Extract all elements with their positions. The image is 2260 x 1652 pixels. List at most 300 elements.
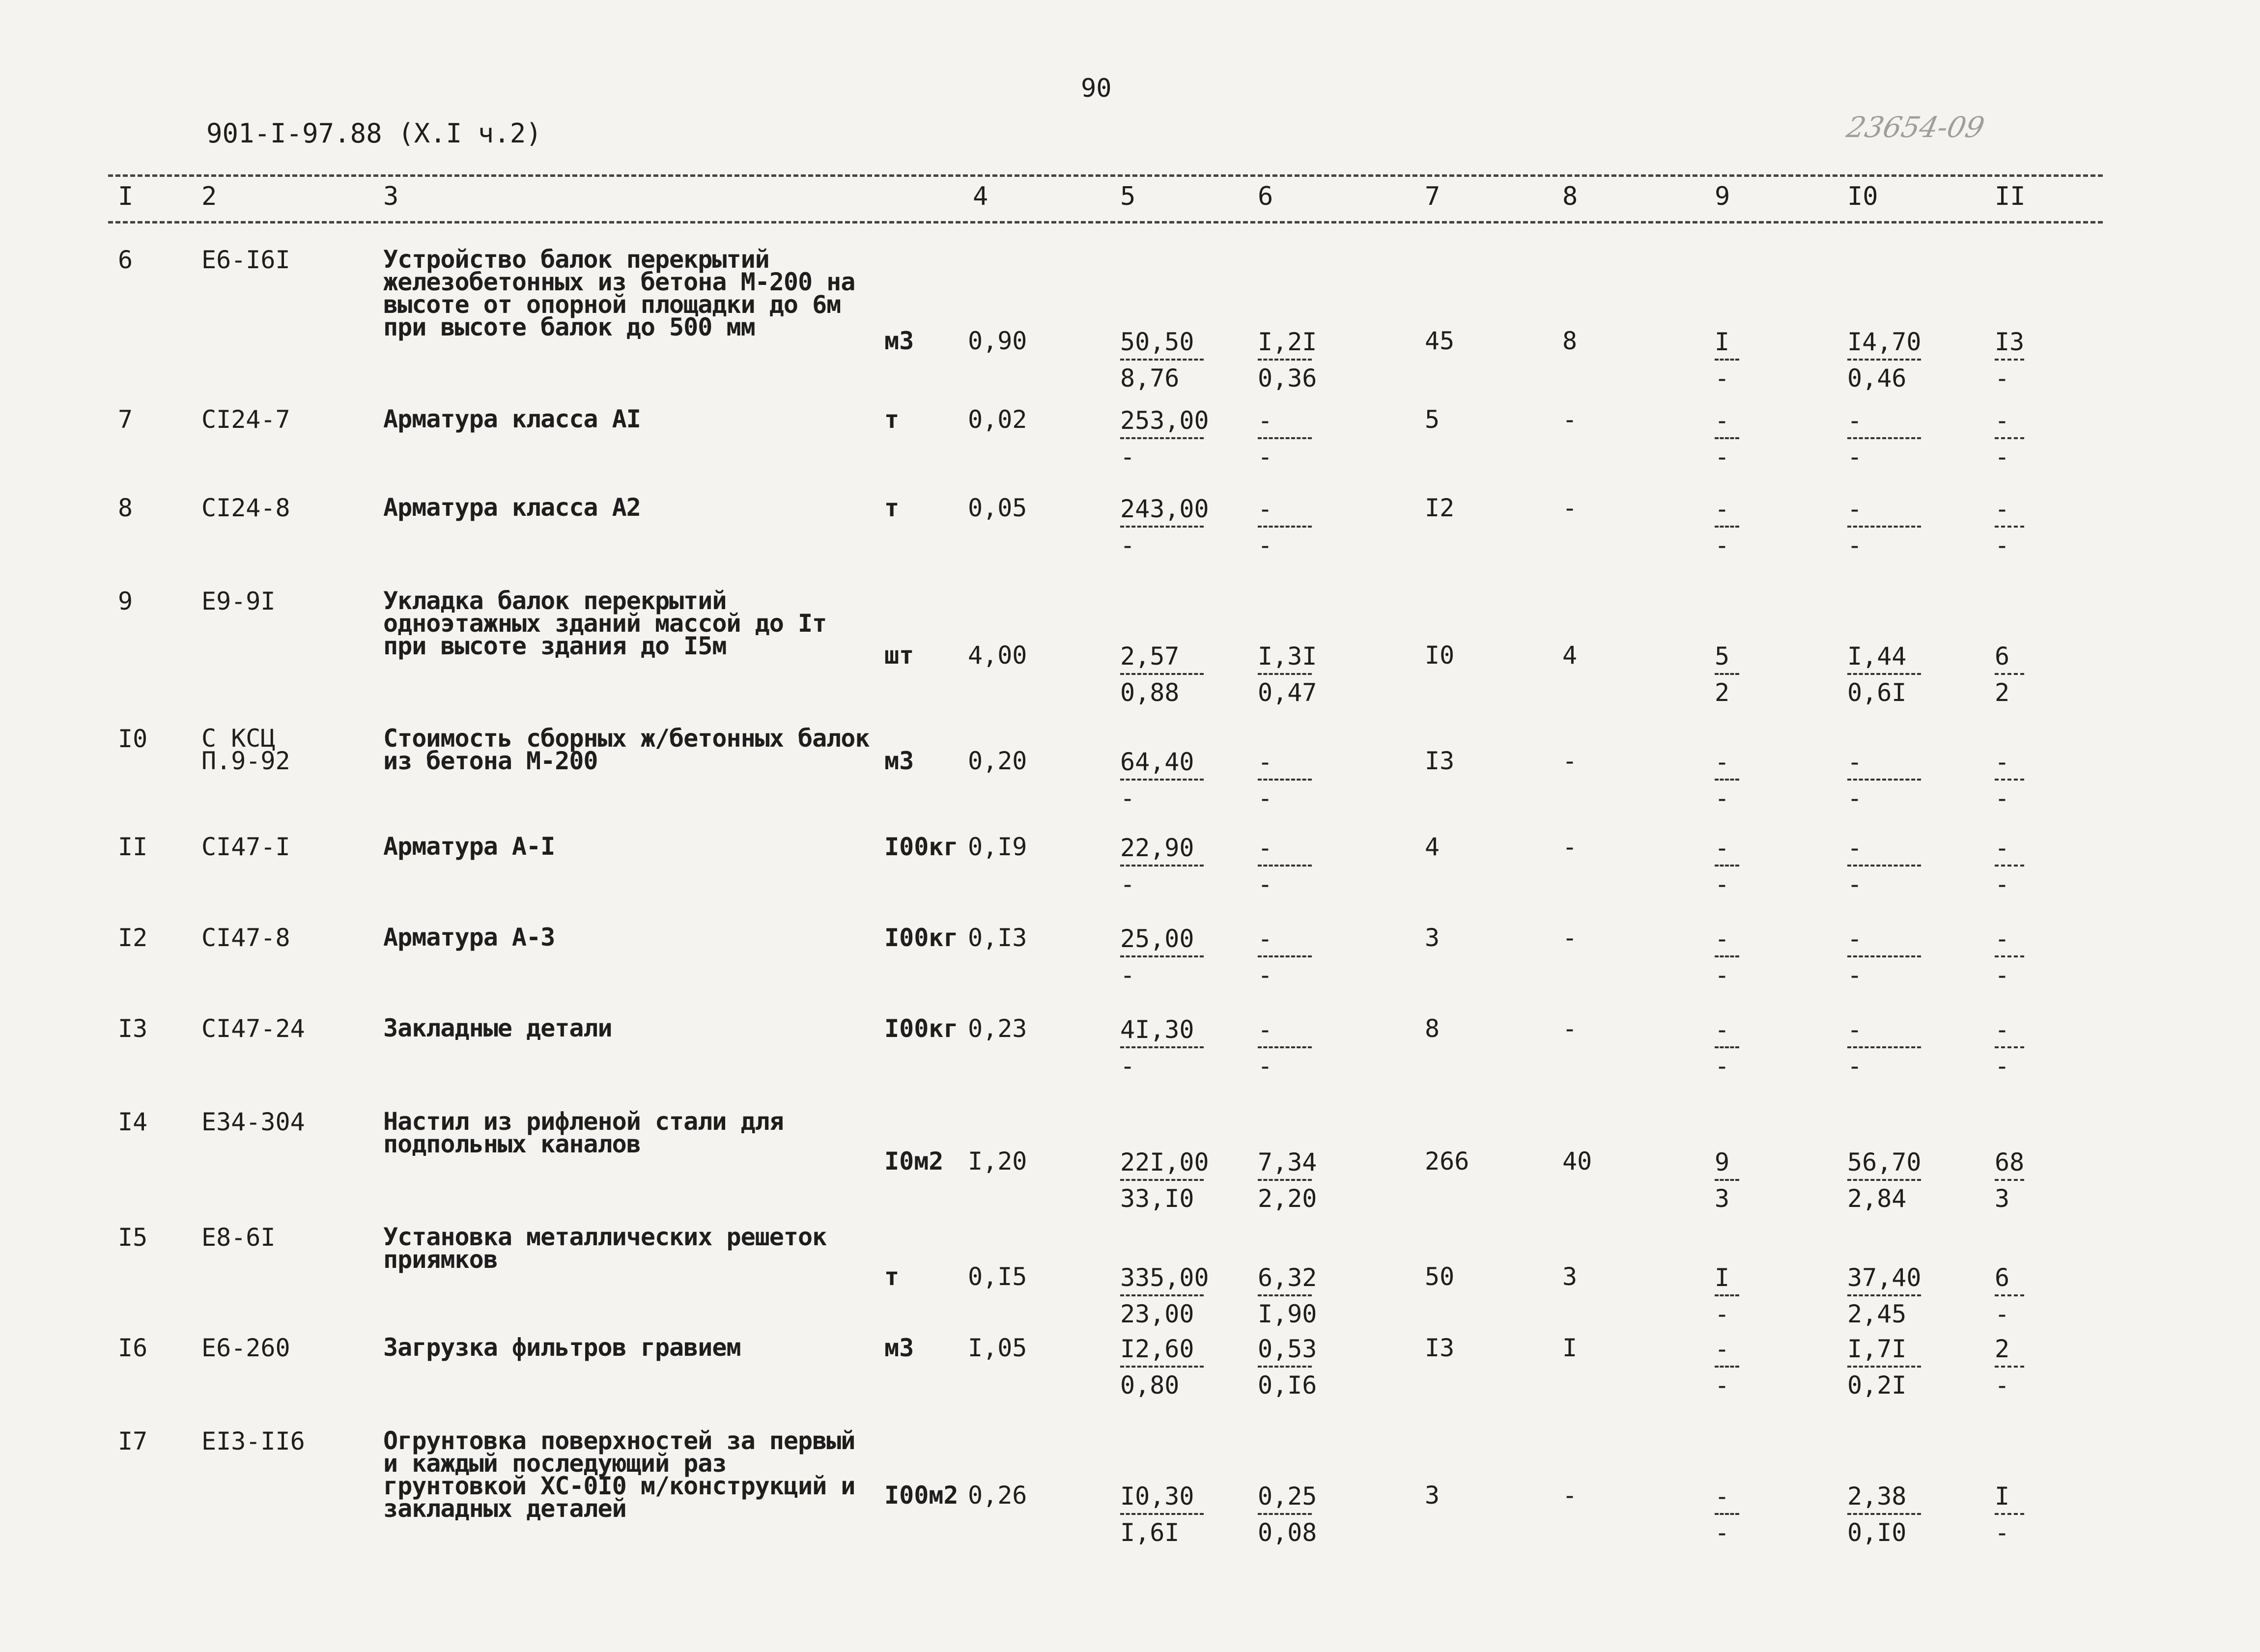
fraction-bar xyxy=(1120,1294,1204,1296)
row-number: I7 xyxy=(118,1427,148,1456)
fraction-bar xyxy=(1995,955,2024,957)
value-col-7: 45 xyxy=(1425,327,1455,355)
value-col-8: 8 xyxy=(1562,327,1578,355)
row-code: E34-304 xyxy=(201,1108,305,1136)
numerator: - xyxy=(1258,1015,1273,1044)
numerator: - xyxy=(1847,834,1863,862)
denominator: - xyxy=(1715,1300,1730,1328)
numerator: 7,34 xyxy=(1258,1148,1317,1176)
row-code: E8-6I xyxy=(201,1223,276,1252)
value-col-11 xyxy=(1995,496,2024,558)
row-description: Укладка балок перекрытий одноэтажных зданий массой до Iт при высоте здания до I5м xyxy=(383,587,827,660)
denominator: 3 xyxy=(1995,1184,2010,1213)
cost-col-5 xyxy=(1120,926,1204,988)
fraction-bar xyxy=(1120,673,1204,675)
row-quantity: 0,90 xyxy=(968,327,1027,355)
row-code: E6-I6I xyxy=(201,246,290,274)
denominator: 8,76 xyxy=(1120,364,1180,392)
row-description: Установка металлических решеток приямков xyxy=(383,1223,827,1274)
row-description: Арматура А-3 xyxy=(383,923,555,952)
value-col-10 xyxy=(1847,1336,1921,1398)
value-col-10 xyxy=(1847,1149,1921,1211)
row-code: CI47-I xyxy=(201,833,290,861)
fraction-bar xyxy=(1995,437,2024,439)
header-rule-bottom xyxy=(108,221,2103,224)
numerator: - xyxy=(1847,406,1863,435)
numerator: 0,53 xyxy=(1258,1335,1317,1363)
cost-col-6 xyxy=(1258,328,1317,392)
numerator: 2,38 xyxy=(1847,1482,1907,1511)
row-unit: I00кг xyxy=(884,924,959,952)
fraction-bar xyxy=(1258,1179,1312,1181)
value-col-10 xyxy=(1847,835,1921,897)
row-unit: м3 xyxy=(884,747,914,775)
row-number: 6 xyxy=(118,246,133,274)
numerator: 37,40 xyxy=(1847,1263,1921,1292)
denominator: - xyxy=(1258,443,1273,471)
denominator: - xyxy=(1995,1052,2010,1080)
numerator: I,44 xyxy=(1847,642,1907,671)
row-quantity: 0,20 xyxy=(968,747,1027,775)
numerator: - xyxy=(1258,495,1273,523)
value-col-10 xyxy=(1847,329,1921,391)
value-col-7: I3 xyxy=(1425,747,1455,775)
value-col-7: 50 xyxy=(1425,1262,1455,1291)
row-code: CI47-24 xyxy=(201,1014,305,1043)
row-quantity: I,20 xyxy=(968,1147,1027,1176)
denominator: - xyxy=(1258,784,1273,812)
value-col-11 xyxy=(1995,1017,2024,1079)
header-rule-top xyxy=(108,174,2103,177)
numerator: - xyxy=(1995,834,2010,862)
value-col-10 xyxy=(1847,926,1921,988)
numerator: I3 xyxy=(1995,328,2025,356)
fraction-bar xyxy=(1847,865,1921,867)
value-col-8: - xyxy=(1562,405,1578,434)
numerator: - xyxy=(1995,748,2010,776)
numerator: - xyxy=(1715,495,1730,523)
denominator: 0,46 xyxy=(1847,364,1907,392)
numerator: 6 xyxy=(1995,642,2010,671)
numerator: - xyxy=(1995,924,2010,953)
cost-col-5 xyxy=(1120,495,1209,560)
row-number: I5 xyxy=(118,1223,148,1252)
fraction-bar xyxy=(1120,1046,1204,1048)
fraction-bar xyxy=(1120,437,1204,439)
fraction-bar xyxy=(1258,526,1312,528)
row-number: 7 xyxy=(118,405,133,434)
column-header-3: 3 xyxy=(383,182,399,211)
denominator: - xyxy=(1120,1052,1135,1080)
column-header-5: 5 xyxy=(1120,182,1136,211)
fraction-bar xyxy=(1258,865,1312,867)
column-header-9: 9 xyxy=(1715,182,1730,211)
denominator: - xyxy=(1715,443,1730,471)
denominator: 23,00 xyxy=(1120,1300,1194,1328)
value-col-10 xyxy=(1847,1017,1921,1079)
value-col-11 xyxy=(1995,835,2024,897)
denominator: - xyxy=(1995,1300,2010,1328)
fraction-bar xyxy=(1258,1513,1312,1515)
row-code: С КСЦ П.9-92 xyxy=(201,724,290,775)
fraction-bar xyxy=(1847,1366,1921,1368)
denominator: - xyxy=(1715,531,1730,560)
value-col-9 xyxy=(1715,749,1739,811)
fraction-bar xyxy=(1995,1366,2024,1368)
denominator: 0,36 xyxy=(1258,364,1317,392)
denominator: 0,47 xyxy=(1258,678,1317,707)
cost-col-5 xyxy=(1120,1148,1209,1213)
row-description: Настил из рифленой стали для подпольных каналов xyxy=(383,1107,784,1158)
numerator: - xyxy=(1995,1015,2010,1044)
value-col-11 xyxy=(1995,926,2024,988)
numerator: 243,00 xyxy=(1120,495,1209,523)
numerator: - xyxy=(1715,406,1730,435)
denominator: - xyxy=(1847,784,1863,812)
fraction-bar xyxy=(1120,1513,1204,1515)
value-col-9 xyxy=(1715,644,1739,705)
fraction-bar xyxy=(1995,865,2024,867)
denominator: - xyxy=(1995,961,2010,989)
denominator: 3 xyxy=(1715,1184,1730,1213)
denominator: - xyxy=(1120,870,1135,898)
fraction-bar xyxy=(1847,955,1921,957)
row-number: 8 xyxy=(118,494,133,522)
fraction-bar xyxy=(1715,1294,1739,1296)
row-code: E6-260 xyxy=(201,1334,290,1362)
fraction-bar xyxy=(1995,1294,2024,1296)
denominator: 0,80 xyxy=(1120,1371,1180,1400)
value-col-8: - xyxy=(1562,924,1578,952)
denominator: - xyxy=(1715,961,1730,989)
numerator: 4I,30 xyxy=(1120,1015,1194,1044)
value-col-7: 266 xyxy=(1425,1147,1469,1176)
value-col-9 xyxy=(1715,835,1739,897)
row-description: Загрузка фильтров гравием xyxy=(383,1333,741,1362)
cost-col-5 xyxy=(1120,406,1209,471)
row-unit: м3 xyxy=(884,327,914,355)
row-quantity: 0,23 xyxy=(968,1014,1027,1043)
cost-col-5 xyxy=(1120,329,1204,391)
denominator: 0,2I xyxy=(1847,1371,1907,1400)
value-col-10 xyxy=(1847,1265,1921,1327)
value-col-8: I xyxy=(1562,1334,1578,1362)
numerator: 22I,00 xyxy=(1120,1148,1209,1176)
numerator: I xyxy=(1715,328,1730,356)
denominator: - xyxy=(1120,784,1135,812)
fraction-bar xyxy=(1995,1179,2024,1181)
row-number: 9 xyxy=(118,587,133,616)
row-quantity: 0,I3 xyxy=(968,924,1027,952)
denominator: - xyxy=(1258,870,1273,898)
denominator: - xyxy=(1715,784,1730,812)
value-col-10 xyxy=(1847,749,1921,811)
denominator: - xyxy=(1847,1052,1863,1080)
numerator: 22,90 xyxy=(1120,834,1194,862)
denominator: I,6I xyxy=(1120,1518,1180,1547)
value-col-11 xyxy=(1995,1149,2024,1211)
fraction-bar xyxy=(1258,673,1312,675)
row-number: I4 xyxy=(118,1108,148,1136)
row-code: CI24-8 xyxy=(201,494,290,522)
fraction-bar xyxy=(1715,437,1739,439)
row-quantity: 0,26 xyxy=(968,1481,1027,1510)
column-header-8: 8 xyxy=(1562,182,1578,211)
value-col-7: I2 xyxy=(1425,494,1455,522)
fraction-bar xyxy=(1715,1046,1739,1048)
row-quantity: I,05 xyxy=(968,1334,1027,1362)
denominator: - xyxy=(1715,1518,1730,1547)
fraction-bar xyxy=(1847,1179,1921,1181)
value-col-9 xyxy=(1715,1484,1739,1545)
denominator: - xyxy=(1995,1371,2010,1400)
denominator: I,90 xyxy=(1258,1300,1317,1328)
row-unit: т xyxy=(884,1262,900,1291)
fraction-bar xyxy=(1715,779,1739,781)
value-col-7: 8 xyxy=(1425,1014,1440,1043)
row-code: CI24-7 xyxy=(201,405,290,434)
column-header-11: II xyxy=(1995,182,2026,211)
value-col-7: 3 xyxy=(1425,924,1440,952)
fraction-bar xyxy=(1715,865,1739,867)
fraction-bar xyxy=(1715,673,1739,675)
value-col-7: 4 xyxy=(1425,833,1440,861)
row-unit: I00кг xyxy=(884,1014,959,1043)
denominator: - xyxy=(1258,531,1273,560)
fraction-bar xyxy=(1258,437,1312,439)
row-quantity: 0,I9 xyxy=(968,833,1027,861)
value-col-11 xyxy=(1995,644,2024,705)
fraction-bar xyxy=(1847,779,1921,781)
numerator: 0,25 xyxy=(1258,1482,1317,1511)
denominator: - xyxy=(1847,443,1863,471)
fraction-bar xyxy=(1995,526,2024,528)
fraction-bar xyxy=(1847,1513,1921,1515)
row-description: Арматура класса A2 xyxy=(383,493,641,522)
fraction-bar xyxy=(1715,1179,1739,1181)
denominator: - xyxy=(1995,1518,2010,1547)
fraction-bar xyxy=(1120,955,1204,957)
denominator: - xyxy=(1847,961,1863,989)
denominator: 0,I6 xyxy=(1258,1371,1317,1400)
row-description: Арматура класса AI xyxy=(383,405,641,433)
fraction-bar xyxy=(1258,1046,1312,1048)
cost-col-6 xyxy=(1258,835,1312,897)
fraction-bar xyxy=(1715,1513,1739,1515)
numerator: - xyxy=(1715,1482,1730,1511)
row-description: Огрунтовка поверхностей за первый и каждый последующий раз грунтовкой ХС-0I0 м/конструкций и закладных деталей xyxy=(383,1427,855,1523)
fraction-bar xyxy=(1847,673,1921,675)
value-col-8: - xyxy=(1562,833,1578,861)
numerator: - xyxy=(1995,495,2010,523)
value-col-11 xyxy=(1995,1265,2024,1327)
value-col-9 xyxy=(1715,1336,1739,1398)
value-col-7: 5 xyxy=(1425,405,1440,434)
denominator: - xyxy=(1995,443,2010,471)
numerator: - xyxy=(1847,924,1863,953)
numerator: - xyxy=(1258,834,1273,862)
value-col-9 xyxy=(1715,496,1739,558)
cost-col-6 xyxy=(1258,1482,1317,1547)
row-number: I2 xyxy=(118,924,148,952)
row-code: E9-9I xyxy=(201,587,276,616)
fraction-bar xyxy=(1995,673,2024,675)
numerator: I xyxy=(1715,1263,1730,1292)
numerator: - xyxy=(1715,748,1730,776)
row-code: CI47-8 xyxy=(201,924,290,952)
value-col-8: - xyxy=(1562,1014,1578,1043)
numerator: 56,70 xyxy=(1847,1148,1921,1176)
numerator: I,7I xyxy=(1847,1335,1907,1363)
cost-col-5 xyxy=(1120,1336,1204,1398)
denominator: - xyxy=(1847,870,1863,898)
numerator: I2,60 xyxy=(1120,1335,1194,1363)
numerator: 6,32 xyxy=(1258,1263,1317,1292)
value-col-11 xyxy=(1995,1484,2024,1545)
document-code: 901-I-97.88 (X.I ч.2) xyxy=(206,118,542,149)
fraction-bar xyxy=(1120,779,1204,781)
cost-col-5 xyxy=(1120,1017,1204,1079)
fraction-bar xyxy=(1847,359,1921,361)
fraction-bar xyxy=(1995,1046,2024,1048)
fraction-bar xyxy=(1120,526,1204,528)
row-unit: т xyxy=(884,494,900,522)
row-unit: I00кг xyxy=(884,833,959,861)
fraction-bar xyxy=(1120,1179,1204,1181)
cost-col-6 xyxy=(1258,408,1312,470)
cost-col-5 xyxy=(1120,1263,1209,1328)
denominator: - xyxy=(1715,364,1730,392)
denominator: 0,08 xyxy=(1258,1518,1317,1547)
denominator: 0,I0 xyxy=(1847,1518,1907,1547)
fraction-bar xyxy=(1715,359,1739,361)
value-col-9 xyxy=(1715,926,1739,988)
row-quantity: 4,00 xyxy=(968,641,1027,670)
numerator: 64,40 xyxy=(1120,748,1194,776)
numerator: - xyxy=(1847,748,1863,776)
fraction-bar xyxy=(1995,1513,2024,1515)
fraction-bar xyxy=(1847,437,1921,439)
cost-col-5 xyxy=(1120,644,1204,705)
value-col-9 xyxy=(1715,1149,1739,1211)
numerator: 2 xyxy=(1995,1335,2010,1363)
numerator: - xyxy=(1847,1015,1863,1044)
denominator: - xyxy=(1120,961,1135,989)
value-col-11 xyxy=(1995,749,2024,811)
numerator: - xyxy=(1715,1335,1730,1363)
value-col-11 xyxy=(1995,408,2024,470)
column-header-7: 7 xyxy=(1425,182,1441,211)
numerator: - xyxy=(1258,406,1273,435)
denominator: 33,I0 xyxy=(1120,1184,1194,1213)
row-number: I3 xyxy=(118,1014,148,1043)
cost-col-6 xyxy=(1258,1017,1312,1079)
value-col-10 xyxy=(1847,496,1921,558)
denominator: - xyxy=(1120,443,1135,471)
denominator: 2,45 xyxy=(1847,1300,1907,1328)
numerator: I0,30 xyxy=(1120,1482,1194,1511)
denominator: 0,6I xyxy=(1847,678,1907,707)
numerator: 25,00 xyxy=(1120,924,1194,953)
value-col-9 xyxy=(1715,1017,1739,1079)
denominator: - xyxy=(1715,1052,1730,1080)
denominator: - xyxy=(1715,1371,1730,1400)
numerator: - xyxy=(1715,834,1730,862)
cost-col-6 xyxy=(1258,496,1312,558)
denominator: - xyxy=(1258,1052,1273,1080)
fraction-bar xyxy=(1258,955,1312,957)
cost-col-5 xyxy=(1120,749,1204,811)
denominator: 2,84 xyxy=(1847,1184,1907,1213)
row-description: Арматура А-I xyxy=(383,832,555,861)
fraction-bar xyxy=(1120,359,1204,361)
fraction-bar xyxy=(1258,779,1312,781)
column-header-1: I xyxy=(118,182,134,211)
column-header-6: 6 xyxy=(1258,182,1273,211)
denominator: - xyxy=(1120,531,1135,560)
numerator: - xyxy=(1715,1015,1730,1044)
row-description: Закладные детали xyxy=(383,1014,612,1042)
row-number: I0 xyxy=(118,725,148,753)
numerator: 9 xyxy=(1715,1148,1730,1176)
handwritten-stamp: 23654-09 xyxy=(1843,111,1988,144)
numerator: 50,50 xyxy=(1120,328,1194,356)
row-unit: м3 xyxy=(884,1334,914,1362)
fraction-bar xyxy=(1258,1294,1312,1296)
page-number: 90 xyxy=(1081,74,1112,103)
cost-col-6 xyxy=(1258,749,1312,811)
numerator: I,2I xyxy=(1258,328,1317,356)
value-col-10 xyxy=(1847,644,1921,705)
denominator: 0,88 xyxy=(1120,678,1180,707)
numerator: - xyxy=(1258,748,1273,776)
row-number: II xyxy=(118,833,148,861)
value-col-7: I0 xyxy=(1425,641,1455,670)
numerator: 253,00 xyxy=(1120,406,1209,435)
value-col-9 xyxy=(1715,329,1739,391)
cost-col-6 xyxy=(1258,1263,1317,1328)
row-unit: т xyxy=(884,405,900,434)
numerator: 5 xyxy=(1715,642,1730,671)
fraction-bar xyxy=(1120,1366,1204,1368)
fraction-bar xyxy=(1995,359,2024,361)
denominator: 2,20 xyxy=(1258,1184,1317,1213)
value-col-7: 3 xyxy=(1425,1481,1440,1510)
row-unit: I0м2 xyxy=(884,1147,944,1176)
fraction-bar xyxy=(1847,526,1921,528)
value-col-7: I3 xyxy=(1425,1334,1455,1362)
value-col-8: 3 xyxy=(1562,1262,1578,1291)
denominator: - xyxy=(1995,870,2010,898)
numerator: I4,70 xyxy=(1847,328,1921,356)
fraction-bar xyxy=(1258,359,1312,361)
value-col-10 xyxy=(1847,1484,1921,1545)
value-col-9 xyxy=(1715,1265,1739,1327)
fraction-bar xyxy=(1995,779,2024,781)
numerator: 68 xyxy=(1995,1148,2025,1176)
row-code: EI3-II6 xyxy=(201,1427,305,1456)
denominator: - xyxy=(1847,531,1863,560)
cost-col-5 xyxy=(1120,835,1204,897)
row-unit: I00м2 xyxy=(884,1481,959,1510)
row-description: Стоимость сборных ж/бетонных балок из бетона М-200 xyxy=(383,724,870,775)
denominator: - xyxy=(1715,870,1730,898)
denominator: 2 xyxy=(1715,678,1730,707)
cost-col-6 xyxy=(1258,642,1317,707)
value-col-8: - xyxy=(1562,494,1578,522)
value-col-8: - xyxy=(1562,1481,1578,1510)
fraction-bar xyxy=(1120,865,1204,867)
